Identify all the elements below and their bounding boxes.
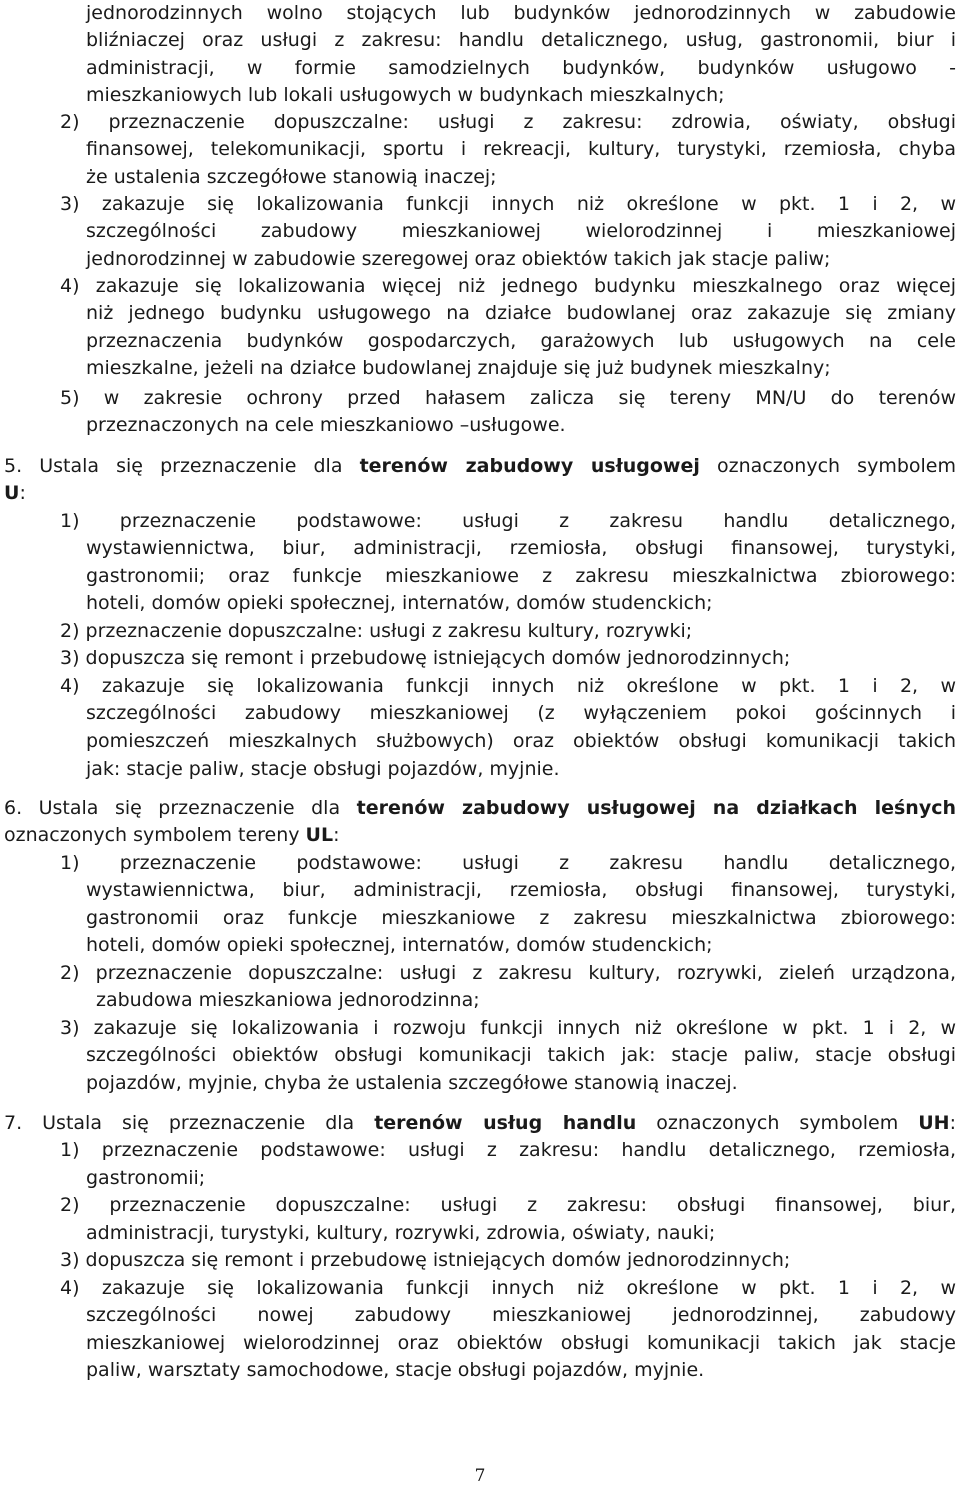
list-item: 3) dopuszcza się remont i przebudowę istniejących domów jednorodzinnych; <box>60 647 791 669</box>
text-line: jednorodzinnych wolno stojących lub budynków jednorodzinnych w zabudowie <box>86 2 956 24</box>
text-line: jak: stacje paliw, stacje obsługi pojazdów, myjnie. <box>86 758 560 780</box>
list-item: 4) zakazuje się lokalizowania funkcji innych niż określone w pkt. 1 i 2, w <box>60 675 956 697</box>
text-line: gastronomii; <box>86 1167 206 1189</box>
text-line: finansowej, telekomunikacji, sportu i rekreacji, kultury, turystyki, rzemiosła, chyba <box>86 138 956 160</box>
list-item: 1) przeznaczenie podstawowe: usługi z zakresu: handlu detalicznego, rzemiosła, <box>60 1139 956 1161</box>
text-line: gastronomii oraz funkcje mieszkaniowe z zakresu mieszkalnictwa zbiorowego: <box>86 907 956 929</box>
section-6-symbol: oznaczonych symbolem tereny UL: <box>4 824 340 846</box>
list-item: 2) przeznaczenie dopuszczalne: usługi z zakresu: zdrowia, oświaty, obsługi <box>60 111 956 133</box>
list-item: 1) przeznaczenie podstawowe: usługi z zakresu handlu detalicznego, <box>60 510 956 532</box>
text-line: niż jednego budynku usługowego na działce budowlanej oraz zakazuje się zmiany <box>86 302 956 324</box>
text-line: pojazdów, myjnie, chyba że ustalenia szczegółowe stanowią inaczej. <box>86 1072 738 1094</box>
text-line: mieszkalne, jeżeli na działce budowlanej znajduje się już budynek mieszkalny; <box>86 357 831 379</box>
list-item: 2) przeznaczenie dopuszczalne: usługi z zakresu: obsługi finansowej, biur, <box>60 1194 956 1216</box>
text-line: bliźniaczej oraz usługi z zakresu: handlu detalicznego, usług, gastronomii, biur i <box>86 29 956 51</box>
section-5-symbol: U: <box>4 482 26 504</box>
text-line: szczególności nowej zabudowy mieszkaniowej jednorodzinnej, zabudowy <box>86 1304 956 1326</box>
text-line: gastronomii; oraz funkcje mieszkaniowe z zakresu mieszkalnictwa zbiorowego: <box>86 565 956 587</box>
text-line: mieszkaniowej wielorodzinnej oraz obiektów obsługi komunikacji takich jak stacje <box>86 1332 956 1354</box>
list-item: 4) zakazuje się lokalizowania funkcji innych niż określone w pkt. 1 i 2, w <box>60 1277 956 1299</box>
list-item: 4) zakazuje się lokalizowania więcej niż jednego budynku mieszkalnego oraz więcej <box>60 275 956 297</box>
text-line: jednorodzinnej w zabudowie szeregowej oraz obiektów takich jak stacje paliw; <box>86 248 831 270</box>
text-line: hoteli, domów opieki społecznej, internatów, domów studenckich; <box>86 934 713 956</box>
text-line: hoteli, domów opieki społecznej, internatów, domów studenckich; <box>86 592 713 614</box>
text-line: zabudowa mieszkaniowa jednorodzinna; <box>96 989 480 1011</box>
text-line: że ustalenia szczegółowe stanowią inaczej; <box>86 166 497 188</box>
text-line: szczególności zabudowy mieszkaniowej (z wyłączeniem pokoi gościnnych i <box>86 702 956 724</box>
text-line: mieszkaniowych lub lokali usługowych w budynkach mieszkalnych; <box>86 84 725 106</box>
section-5-heading: 5. Ustala się przeznaczenie dla terenów zabudowy usługowej oznaczonych symbolem <box>4 455 956 477</box>
list-item: 3) dopuszcza się remont i przebudowę istniejących domów jednorodzinnych; <box>60 1249 791 1271</box>
list-item: 5) w zakresie ochrony przed hałasem zalicza się tereny MN/U do terenów <box>60 387 956 409</box>
text-line: przeznaczonych na cele mieszkaniowo –usługowe. <box>86 414 566 436</box>
text-line: administracji, turystyki, kultury, rozrywki, zdrowia, oświaty, nauki; <box>86 1222 716 1244</box>
list-item: 2) przeznaczenie dopuszczalne: usługi z zakresu kultury, rozrywki; <box>60 620 693 642</box>
text-line: przeznaczenia budynków gospodarczych, garażowych lub usługowych na cele <box>86 330 956 352</box>
text-line: wystawiennictwa, biur, administracji, rzemiosła, obsługi finansowej, turystyki, <box>86 537 956 559</box>
text-line: szczególności zabudowy mieszkaniowej wielorodzinnej i mieszkaniowej <box>86 220 956 242</box>
list-item: 1) przeznaczenie podstawowe: usługi z zakresu handlu detalicznego, <box>60 852 956 874</box>
text-line: wystawiennictwa, biur, administracji, rzemiosła, obsługi finansowej, turystyki, <box>86 879 956 901</box>
text-line: pomieszczeń mieszkalnych służbowych) oraz obiektów obsługi komunikacji takich <box>86 730 956 752</box>
page-number: 7 <box>474 1466 486 1486</box>
section-7-heading: 7. Ustala się przeznaczenie dla terenów usług handlu oznaczonych symbolem UH: <box>4 1112 956 1134</box>
text-line: administracji, w formie samodzielnych budynków, budynków usługowo - <box>86 57 956 79</box>
text-line: szczególności obiektów obsługi komunikacji takich jak: stacje paliw, stacje obsługi <box>86 1044 956 1066</box>
list-item: 2) przeznaczenie dopuszczalne: usługi z zakresu kultury, rozrywki, zieleń urządzona, <box>60 962 956 984</box>
list-item: 3) zakazuje się lokalizowania funkcji innych niż określone w pkt. 1 i 2, w <box>60 193 956 215</box>
section-6-heading: 6. Ustala się przeznaczenie dla terenów zabudowy usługowej na działkach leśnych <box>4 797 956 819</box>
text-line: paliw, warsztaty samochodowe, stacje obsługi pojazdów, myjnie. <box>86 1359 705 1381</box>
list-item: 3) zakazuje się lokalizowania i rozwoju funkcji innych niż określone w pkt. 1 i 2, w <box>60 1017 956 1039</box>
